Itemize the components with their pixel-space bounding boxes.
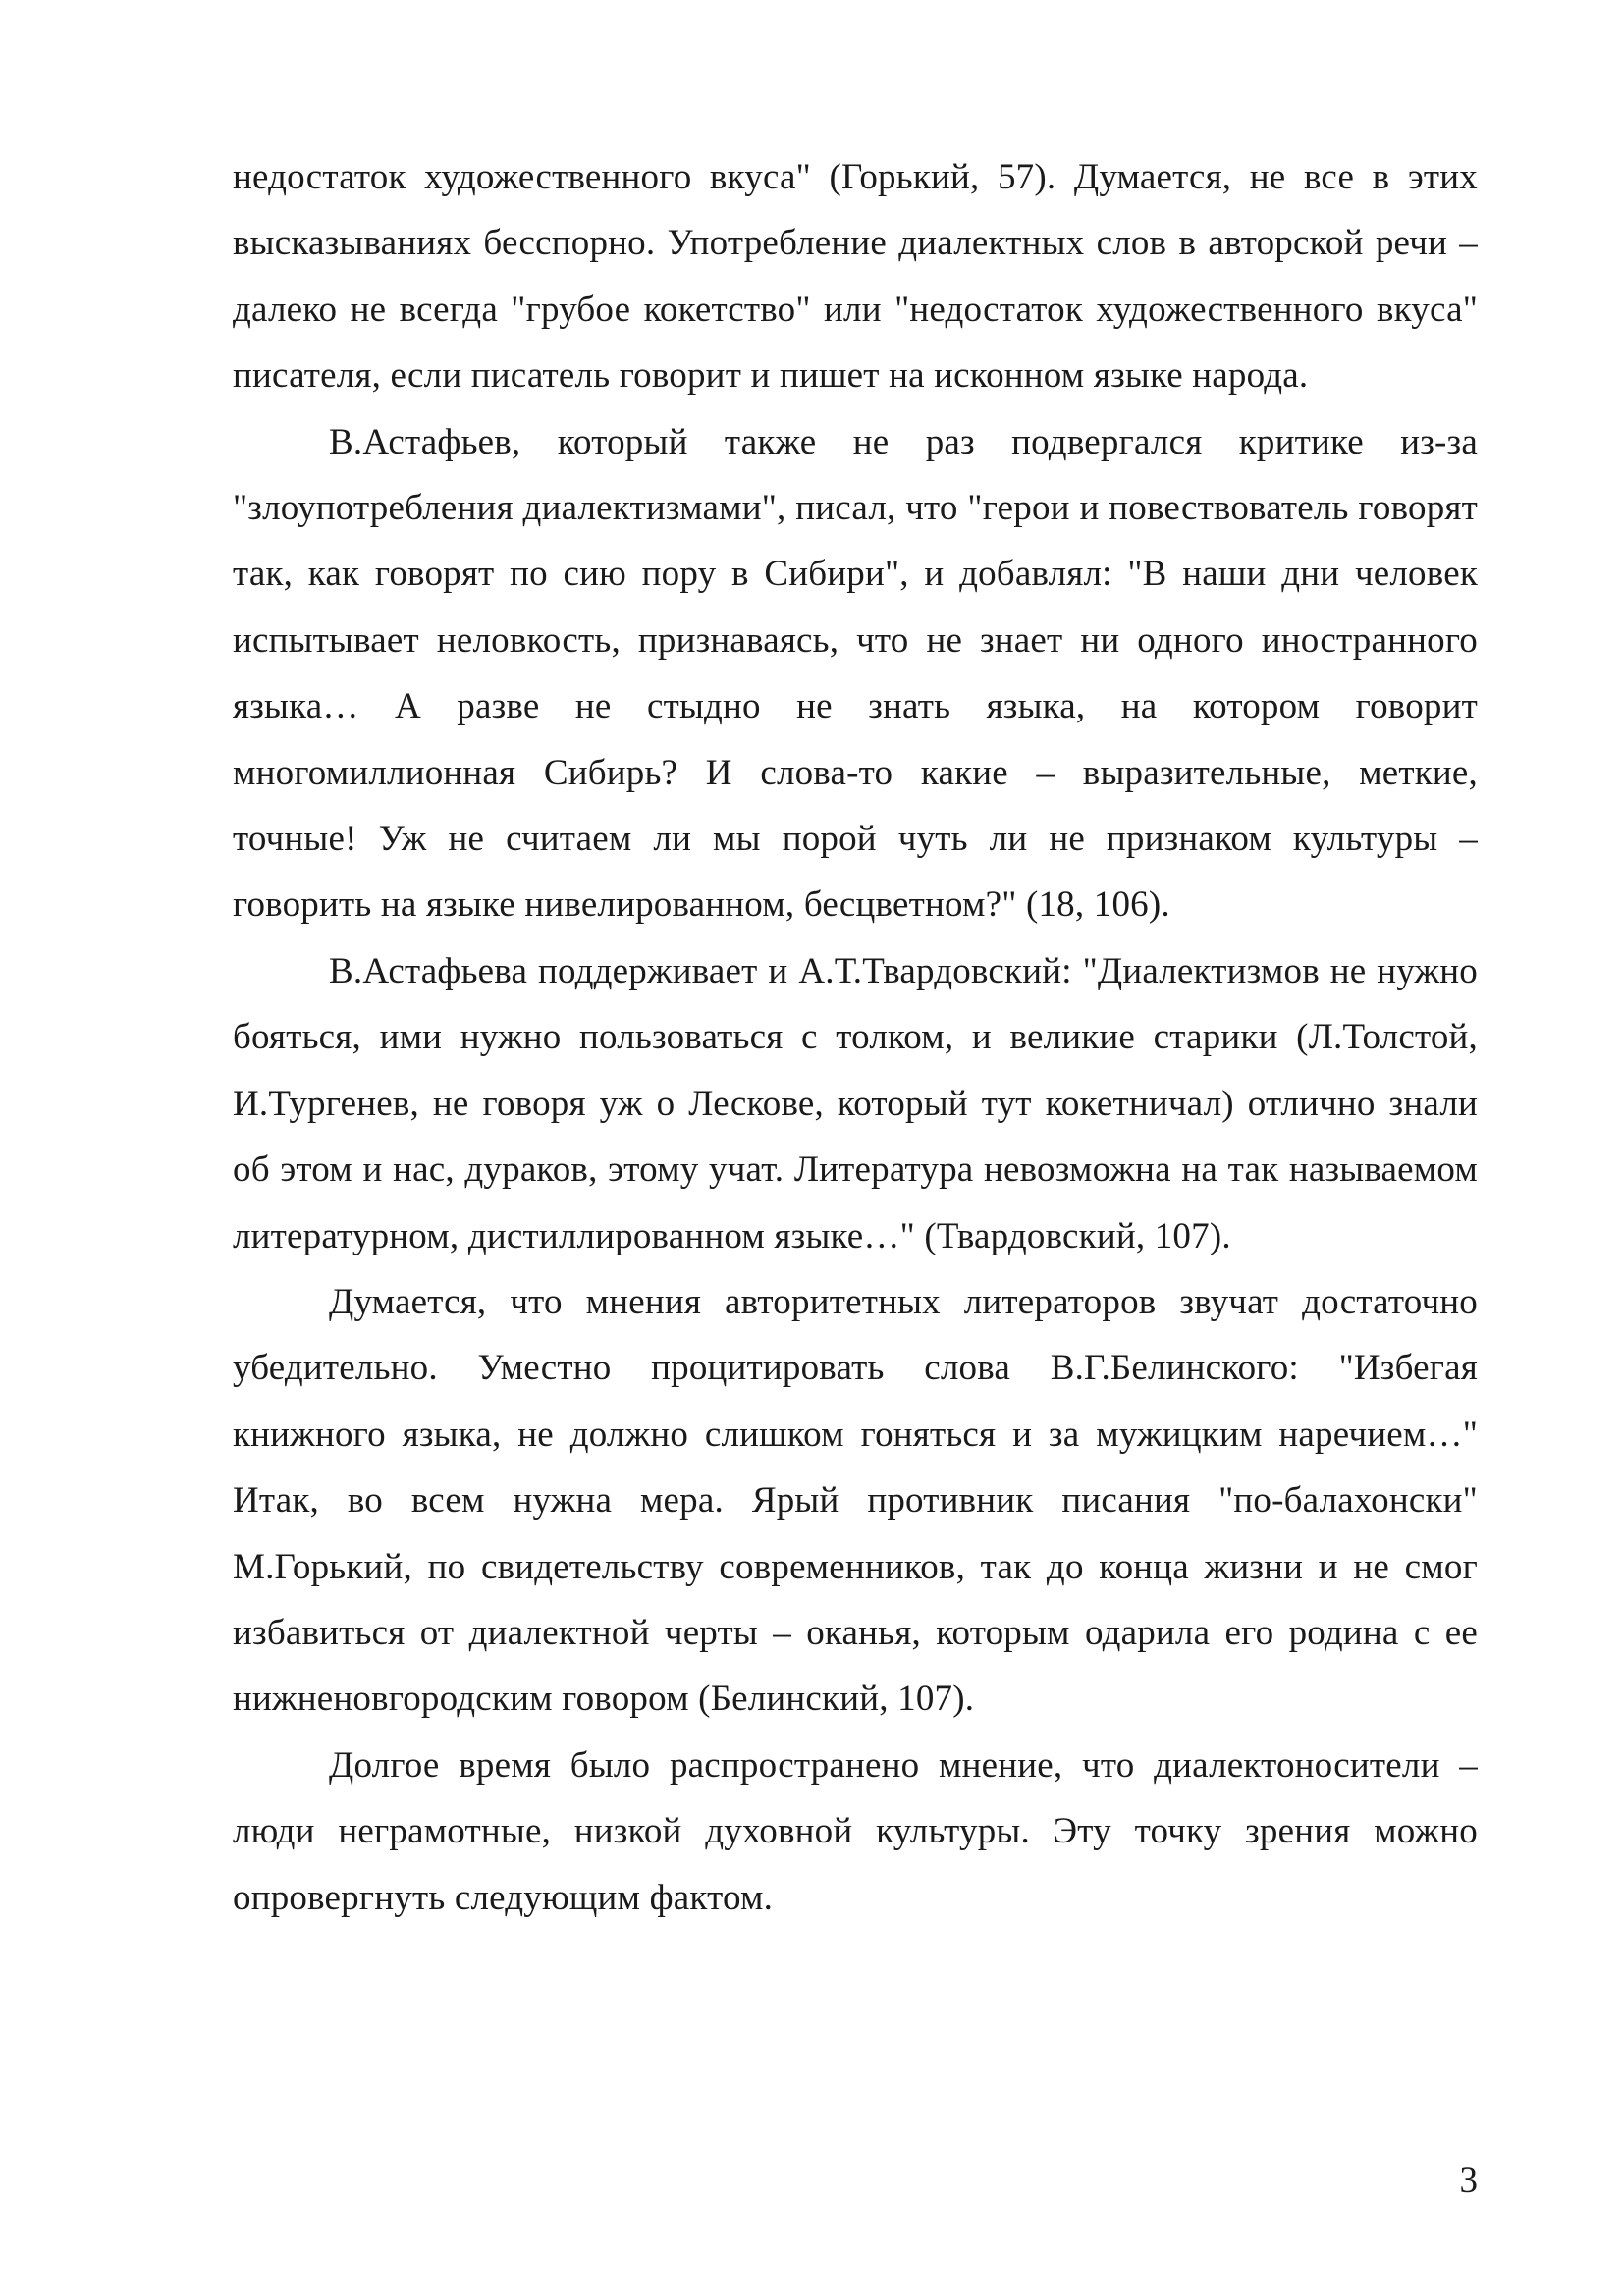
paragraph-5: Долгое время было распространено мнение, что диалектоносители – люди неграмотные, низкой духовной культуры. Эту точку зрения можно опровергнуть следующим фактом.: [233, 1744, 1478, 1918]
paragraph-2: В.Астафьев, который также не раз подвергался критике из-за "злоупотребления диалектизмами", писал, что "герои и повествователь говорят так, как говорят по сию пору в Сибири", и добавлял: "В наши дни человек испытывает неловкость, признаваясь, что не знает ни одного иностранного языка… А разве не стыдно не знать языка, на котором говорит многомиллионная Сибирь? И слова-то какие – выразительные, меткие, точные! Уж не считаем ли мы порой чуть ли не признаком культуры – говорить на языке нивелированном, бесцветном?" (18, 106).: [233, 421, 1478, 926]
paragraph-1: недостаток художественного вкуса" (Горький, 57). Думается, не все в этих высказываниях бесспорно. Употребление диалектных слов в авторской речи – далеко не всегда "грубое кокетство" или "недостаток художественного вкуса" писателя, если писатель говорит и пишет на исконном языке народа.: [233, 157, 1478, 397]
paragraph-3: В.Астафьева поддерживает и А.Т.Твардовский: "Диалектизмов не нужно бояться, ими нужно пользоваться с толком, и великие старики (Л.Толстой, И.Тургенев, не говоря уж о Лескове, который тут кокетничал) отлично знали об этом и нас, дураков, этому учат. Литература невозможна на так называемом литературном, дистиллированном языке…" (Твардовский, 107).: [233, 950, 1478, 1256]
body-text: [233, 144, 1478, 1931]
page-number: 3: [1459, 2161, 1478, 2201]
paragraph-4: Думается, что мнения авторитетных литераторов звучат достаточно убедительно. Уместно процитировать слова В.Г.Белинского: "Избегая книжного языка, не должно слишком гоняться и за мужицким наречием…" Итак, во всем нужна мера. Ярый противник писания "по-балахонски" М.Горький, по свидетельству современников, так до конца жизни и не смог избавиться от диалектной черты – оканья, которым одарила его родина с ее нижненовгородским говором (Белинский, 107).: [233, 1281, 1478, 1720]
